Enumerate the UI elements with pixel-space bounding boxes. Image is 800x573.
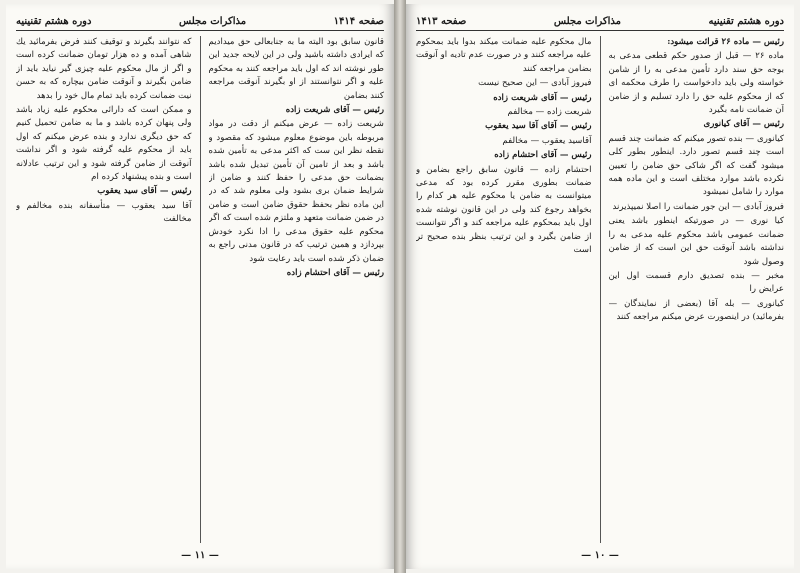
speaker-line: رئیس — آقای شریعت زاده <box>285 105 384 116</box>
text-paragraph: فیروز آبادی — این صحیح نیست <box>478 78 592 89</box>
right-header-page-label: صفحه ۱۴۱۳ <box>416 15 467 27</box>
left-page-column-left <box>16 36 192 543</box>
column-divider <box>200 36 201 543</box>
text-paragraph: فیروز آبادی — این جور ضمانت را اصلا نمیپذیرند <box>612 201 784 212</box>
text-paragraph: شریعت زاده — عرض میکنم از دقت در مواد مربوطه باین موضوع معلوم میشود که مقصود و نقطه نظر این ست که اکثر مدعی به تأمین شده باشد و بعد از تامین آن تأمین تبدیل شده باشد بضمانت حق مدعی را حفظ کنند و ضامن از شرایط ضمان بری بشود ولی معلوم شد که در این ماده نظر بحفظ حقوق ضامن است و ضامن در ضمن ضمانت متعهد و ملتزم شده است که اگر محکوم علیه حقوق مدعی را ادا نکرد خودش بپردازد و همین ترتیب که در قانون مدنی راجع به ضمان ذکر شده است باید رعایت شود <box>208 119 384 264</box>
left-header-session: دوره هشتم تقنينيه <box>16 15 92 27</box>
text-paragraph: مخبر — بنده تصدیق دارم قسمت اول این عرایض را <box>608 270 784 295</box>
right-page <box>406 4 794 569</box>
text-paragraph: کیانوری — بله آقا (بعضی از نمایندگان — بفرمائید) در اینصورت عرض میکنم مراجعه کنند <box>608 298 784 323</box>
speaker-line: رئیس — آقای شریعت زاده <box>493 92 592 103</box>
left-header-page-label: صفحه ۱۴۱۴ <box>333 15 384 27</box>
left-header-title: مذاكرات مجلس <box>178 15 247 27</box>
right-page-number: — ۱۰ — <box>581 550 619 561</box>
right-page-header <box>416 12 784 31</box>
text-paragraph: آقا سید یعقوب — متأسفانه بنده مخالفم و مخالفت <box>16 200 192 225</box>
speaker-line: رئیس — ماده ۲۶ قرائت میشود: <box>667 37 784 47</box>
speaker-line: رئیس — آقای سید یعقوب <box>97 186 192 197</box>
text-paragraph: کیانوری — بنده تصور میکنم که ضمانت چند قسم است چند قسم تصور دارد. اینطور بطور کلی میشود گفت که اگر شاکی حق ضامن را تعیین نکرده باشد موارد مختلف است و این ماده همه موارد را شامل نمیشود <box>608 133 784 198</box>
left-page-header <box>16 12 384 31</box>
left-page-column-right <box>209 36 385 543</box>
text-paragraph: ماده ۲۶ — قبل از صدور حکم قطعی مدعی به بوجه حق سند دارد تأمین مدعی به را از شامن خواسته ولی باید دادخواست را طرف محکمه ای که از محکوم علیه حق را دارد تسلیم و از ضامن آن ضمانت نامه بگیرد <box>608 51 784 116</box>
speaker-line: رئیس — آقای کیانوری <box>703 119 784 130</box>
text-paragraph: کیا نوری — در صورتیکه اینطور باشد یعنی ضمانت عمومی باشد محکوم علیه مدعی به را نداشته باشد آنوقت حق این است که از ضامن وصول شود <box>608 216 784 267</box>
right-page-column-right <box>609 36 785 543</box>
text-paragraph: که نتوانند بگیرند و توقیف کنند فرض بفرمائید یك شاهی آمده و ده هزار تومان ضمانت کرده است و اگر از مال محکوم علیه چیزی گیر نیاید باید از ضامن بگیرند و آنوقت ضامن بیچاره که به حسن نیت ضمانت کرده باید تمام مال خود را بدهد <box>16 37 192 101</box>
speaker-line: رئیس — آقای آقا سید یعقوب <box>485 121 592 132</box>
left-page-columns <box>16 36 384 543</box>
left-page-number: — ۱۱ — <box>181 550 219 561</box>
text-paragraph: آقاسید یعقوب — مخالفم <box>502 135 592 146</box>
text-paragraph: شریعت زاده — مخالفم <box>507 107 592 118</box>
right-page-columns <box>416 36 784 543</box>
right-header-title: مذاكرات مجلس <box>553 15 622 27</box>
text-paragraph: قانون سابق بود الیته ما به جنابعالی حق میدادیم که ایرادی داشته باشید ولی در این لایحه جدید این طور نوشته اند که اول باید مراجعه کنند به محکوم علیه و اگر نتوانستند از او بگیرند آنوقت مراجعه کنند بضامن <box>208 37 384 101</box>
speaker-line: رئیس — آقای احتشام زاده <box>286 267 384 278</box>
column-divider <box>600 36 601 543</box>
right-header-session: دوره هشتم تقنينيه <box>708 15 784 27</box>
text-paragraph: و ممکن است که دارائی محکوم علیه زیاد باشد ولی پنهان کرده باشد و ما به ضامن تحمیل کنیم که حق دیگری ندارد و بنده عرض میکنم که اول باید از محکوم علیه گرفته شود و اگر نداشت آنوقت از ضامن گرفته شود و این ترتیب عادلانه است و بنده پیشنهاد کرده ام <box>16 105 192 183</box>
speaker-line: رئیس — آقای احتشام زاده <box>494 150 592 161</box>
book-gutter <box>394 0 406 573</box>
text-paragraph: مال محکوم علیه ضمانت میکند بدوا باید بمحکوم علیه مراجعه کنند و در صورت عدم تادیه او آنوقت بضامن مراجعه کنند <box>416 37 592 74</box>
text-paragraph: احتشام زاده — قانون سابق راجع بضامن و ضمانت بطوری مقرر کرده بود که مدعی میتوانست به ضامن یا محکوم علیه هر کدام را بخواهد رجوع کند ولی در این قانون نوشته شده اول باید بمحکوم علیه مراجعه کند و اگر نتوانست از ضامن بگیرد و این ترتیب بنظر بنده صحیح تر است <box>416 164 592 256</box>
right-page-column-left <box>416 36 592 543</box>
left-page <box>6 4 394 569</box>
